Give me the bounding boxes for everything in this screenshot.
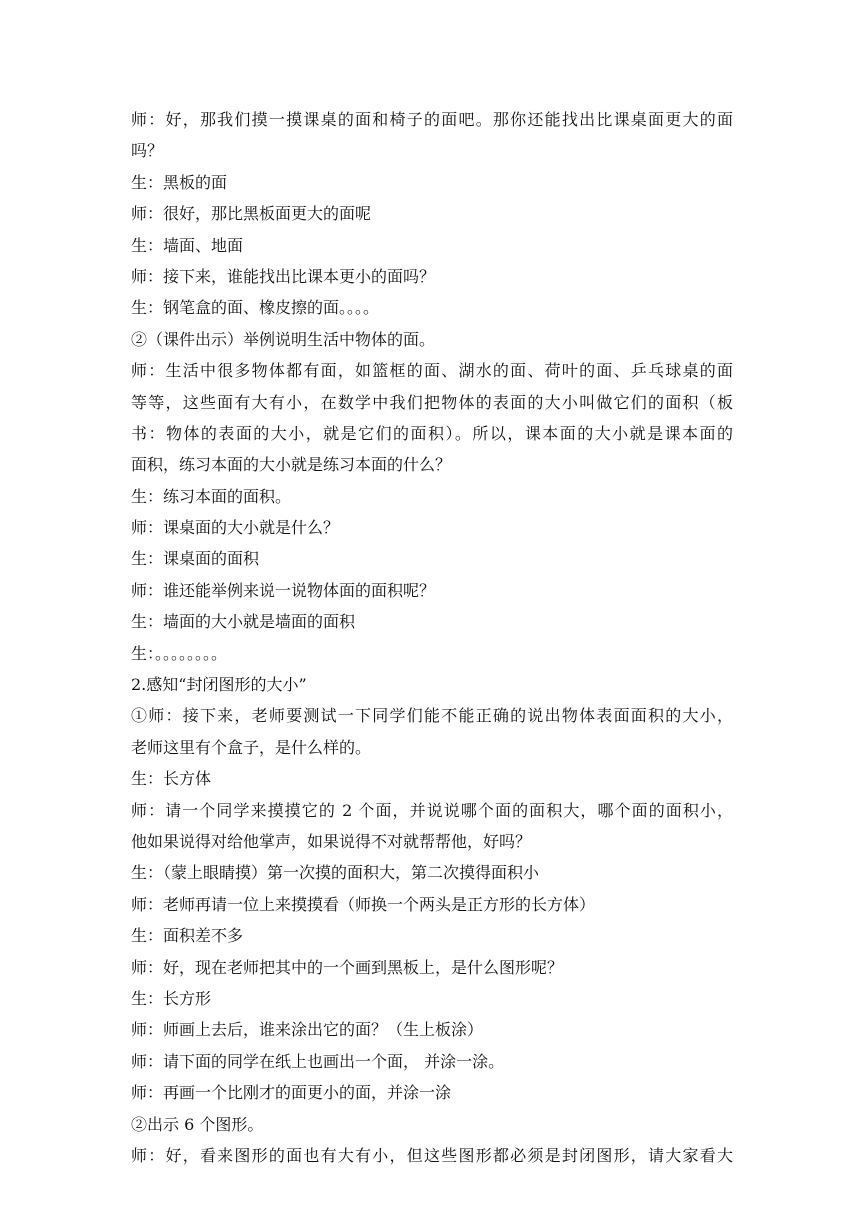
text-line: 师：接下来，谁能找出比课本更小的面吗？ bbox=[131, 266, 436, 286]
text-line: 师：好，现在老师把其中的一个画到黑板上，是什么图形呢？ bbox=[131, 957, 564, 977]
text-line: 生：。。。。。。。。 bbox=[131, 643, 228, 663]
text-line: ②出示 6 个图形。 bbox=[131, 1114, 264, 1134]
text-line: 师：生活中很多物体都有面，如篮框的面、湖水的面、荷叶的面、乒乓球桌的面 bbox=[131, 361, 733, 381]
text-line: 师：谁还能举例来说一说物体面的面积呢？ bbox=[131, 580, 436, 600]
text-line: 他如果说得对给他掌声，如果说得不对就帮帮他，好吗？ bbox=[131, 831, 532, 851]
text-line: 师：好，看来图形的面也有大有小，但这些图形都必须是封闭图形，请大家看大 bbox=[131, 1145, 733, 1165]
text-line: 生：黑板的面 bbox=[131, 172, 228, 192]
text-line: 生：墙面、地面 bbox=[131, 235, 244, 255]
text-line: 生：课桌面的面积 bbox=[131, 549, 260, 569]
text-line: 等等，这些面有大有小，在数学中我们把物体的表面的大小叫做它们的面积（板 bbox=[131, 392, 733, 412]
text-line: ②（课件出示）举例说明生活中物体的面。 bbox=[131, 329, 436, 349]
text-line: 师：请下面的同学在纸上也画出一个面， 并涂一涂。 bbox=[131, 1051, 505, 1071]
text-line: 师：老师再请一位上来摸摸看（师换一个两头是正方形的长方体） bbox=[131, 894, 596, 914]
text-line: 生：钢笔盒的面、橡皮擦的面。。。。 bbox=[131, 298, 380, 318]
text-line: 师：请一个同学来摸摸它的 2 个面，并说说哪个面的面积大，哪个面的面积小， bbox=[131, 800, 733, 820]
text-line: 师：很好，那比黑板面更大的面呢 bbox=[131, 204, 372, 224]
text-line: 生：练习本面的面积。 bbox=[131, 486, 292, 506]
text-line: 生：长方形 bbox=[131, 988, 212, 1008]
text-line: 吗？ bbox=[131, 141, 164, 161]
text-line: 书：物体的表面的大小，就是它们的面积）。所以，课本面的大小就是课本面的 bbox=[131, 423, 733, 443]
text-line: 师：好，那我们摸一摸课桌的面和椅子的面吧。那你还能找出比课桌面更大的面 bbox=[131, 110, 733, 129]
text-line: 生：墙面的大小就是墙面的面积 bbox=[131, 612, 356, 632]
text-line: 2.感知“封闭图形的大小” bbox=[131, 675, 307, 695]
text-line: 老师这里有个盒子，是什么样的。 bbox=[131, 737, 372, 757]
text-line: 师：师画上去后，谁来涂出它的面？（生上板涂） bbox=[131, 1020, 484, 1040]
text-line: 师：再画一个比刚才的面更小的面，并涂一涂 bbox=[131, 1083, 452, 1103]
document-body bbox=[131, 104, 733, 1171]
text-line: ①师：接下来，老师要测试一下同学们能不能正确的说出物体表面面积的大小， bbox=[131, 706, 733, 726]
text-line: 生：长方体 bbox=[131, 769, 212, 789]
text-line: 生：（蒙上眼睛摸）第一次摸的面积大，第二次摸得面积小 bbox=[131, 863, 540, 883]
text-line: 面积，练习本面的大小就是练习本面的什么？ bbox=[131, 455, 452, 475]
text-line: 生：面积差不多 bbox=[131, 926, 244, 946]
text-line: 师：课桌面的大小就是什么？ bbox=[131, 518, 340, 538]
